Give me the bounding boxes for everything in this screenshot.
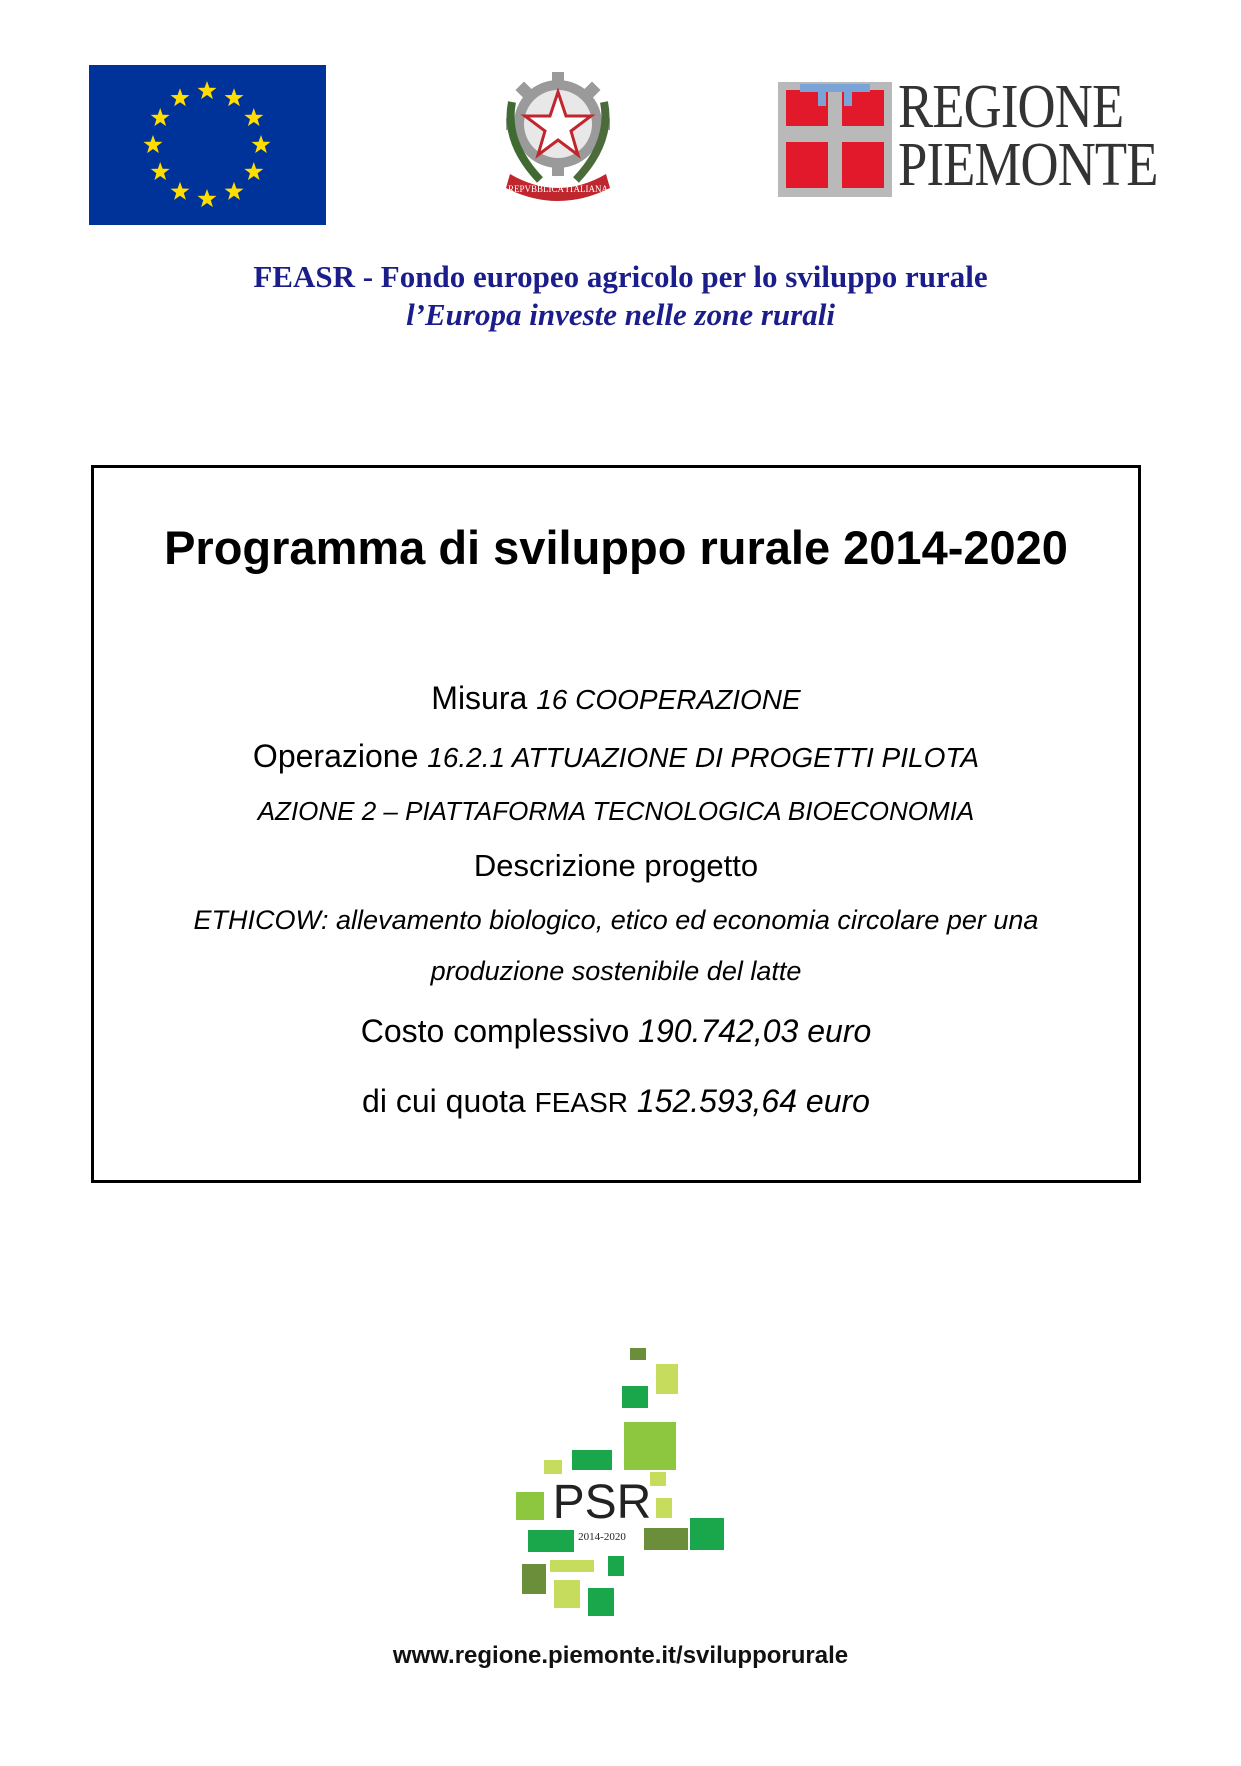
eu-flag-icon bbox=[89, 65, 326, 225]
italian-republic-emblem-icon bbox=[490, 62, 626, 207]
costo-value: 190.742,03 euro bbox=[638, 1013, 872, 1049]
azione-line: AZIONE 2 – PIATTAFORMA TECNOLOGICA BIOECONOMIA bbox=[257, 796, 975, 826]
eu-star-icon bbox=[244, 108, 263, 126]
eu-star-icon bbox=[171, 182, 190, 200]
misura-label: Misura bbox=[431, 680, 528, 716]
descrizione-title: Descrizione progetto bbox=[473, 848, 759, 883]
regione-piemonte-logo bbox=[778, 73, 1158, 200]
costo-label: Costo complessivo bbox=[360, 1013, 630, 1049]
operazione-line bbox=[94, 738, 1138, 775]
eu-star-icon bbox=[198, 81, 217, 99]
psr-text: PSR bbox=[552, 1476, 652, 1529]
quota-line bbox=[94, 1083, 1138, 1120]
eu-star-icon bbox=[198, 189, 217, 207]
eu-star-icon bbox=[151, 108, 170, 126]
descrizione-line-1: ETHICOW: allevamento biologico, etico ed economia circolare per una bbox=[193, 905, 1039, 935]
footer-url: www.regione.piemonte.it/svilupporurale bbox=[392, 1642, 849, 1669]
misura-value: 16 COOPERAZIONE bbox=[536, 684, 801, 715]
regione-piemonte-wordmark bbox=[898, 73, 1158, 199]
feasr-title: FEASR - Fondo europeo agricolo per lo sviluppo rurale bbox=[253, 259, 988, 294]
emblem-ribbon-text: REPVBBLICA ITALIANA bbox=[507, 184, 609, 194]
costo-line bbox=[94, 1013, 1138, 1050]
feasr-tagline: l’Europa investe nelle zone rurali bbox=[406, 297, 835, 332]
eu-star-icon bbox=[244, 162, 263, 180]
project-info-box bbox=[91, 465, 1141, 1183]
regione-line: REGIONE bbox=[898, 73, 1124, 141]
quota-feasr: FEASR bbox=[534, 1087, 628, 1118]
quota-label: di cui quota bbox=[362, 1083, 526, 1119]
eu-star-icon bbox=[144, 135, 163, 153]
psr-years: 2014-2020 bbox=[578, 1531, 626, 1543]
psr-logo-icon bbox=[510, 1348, 730, 1618]
eu-star-icon bbox=[252, 135, 271, 153]
quota-value: 152.593,64 euro bbox=[636, 1083, 870, 1119]
descrizione-line-2: produzione sostenibile del latte bbox=[430, 956, 802, 986]
eu-star-icon bbox=[225, 88, 244, 106]
eu-star-icon bbox=[225, 182, 244, 200]
operazione-value: 16.2.1 ATTUAZIONE DI PROGETTI PILOTA bbox=[427, 742, 980, 773]
program-title: Programma di sviluppo rurale 2014-2020 bbox=[164, 521, 1068, 574]
regione-piemonte-shield-icon bbox=[778, 82, 892, 197]
eu-star-icon bbox=[171, 88, 190, 106]
eu-star-icon bbox=[151, 162, 170, 180]
piemonte-line: PIEMONTE bbox=[898, 131, 1158, 199]
misura-line bbox=[94, 680, 1138, 717]
operazione-label: Operazione bbox=[252, 738, 419, 774]
